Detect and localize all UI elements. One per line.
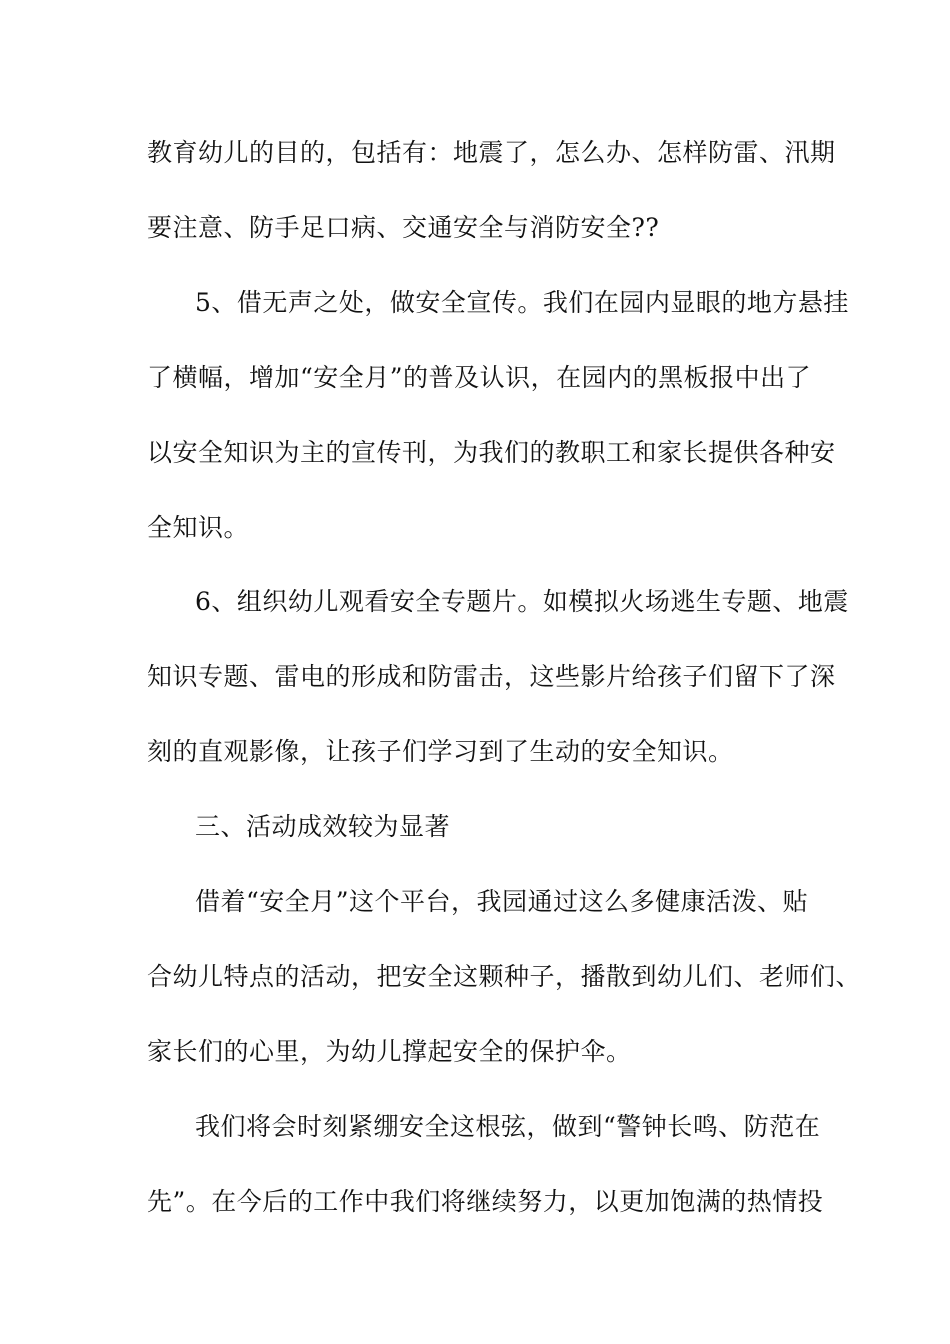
text-line: 刻的直观影像，让孩子们学习到了生动的安全知识。 — [147, 737, 734, 766]
text-line: 先”。在今后的工作中我们将继续努力，以更加饱满的热情投 — [147, 1187, 824, 1216]
text-line: 家长们的心里，为幼儿撑起安全的保护伞。 — [147, 1037, 632, 1066]
paragraph-start: 我们将会时刻紧绷安全这根弦，做到“警钟长鸣、防范在 — [195, 1112, 821, 1141]
paragraph-5-start: 5、借无声之处，做安全宣传。我们在园内显眼的地方悬挂 — [195, 288, 849, 317]
paragraph-start: 借着“安全月”这个平台，我园通过这么多健康活泼、贴 — [195, 887, 809, 916]
text-line: 知识专题、雷电的形成和防雷击，这些影片给孩子们留下了深 — [147, 662, 836, 691]
text-line: 以安全知识为主的宣传刊，为我们的教职工和家长提供各种安 — [147, 438, 836, 467]
text-line: 合幼儿特点的活动，把安全这颗种子，播散到幼儿们、老师们、 — [147, 962, 862, 991]
text-line: 全知识。 — [147, 513, 250, 542]
section-heading: 三、活动成效较为显著 — [195, 812, 451, 841]
text-line: 了横幅，增加“安全月”的普及认识，在园内的黑板报中出了 — [147, 363, 812, 392]
text-line: 教育幼儿的目的，包括有：地震了，怎么办、怎样防雷、汛期 — [147, 138, 836, 167]
paragraph-6-start: 6、组织幼儿观看安全专题片。如模拟火场逃生专题、地震 — [195, 587, 849, 616]
text-line: 要注意、防手足口病、交通安全与消防安全?? — [147, 213, 660, 242]
